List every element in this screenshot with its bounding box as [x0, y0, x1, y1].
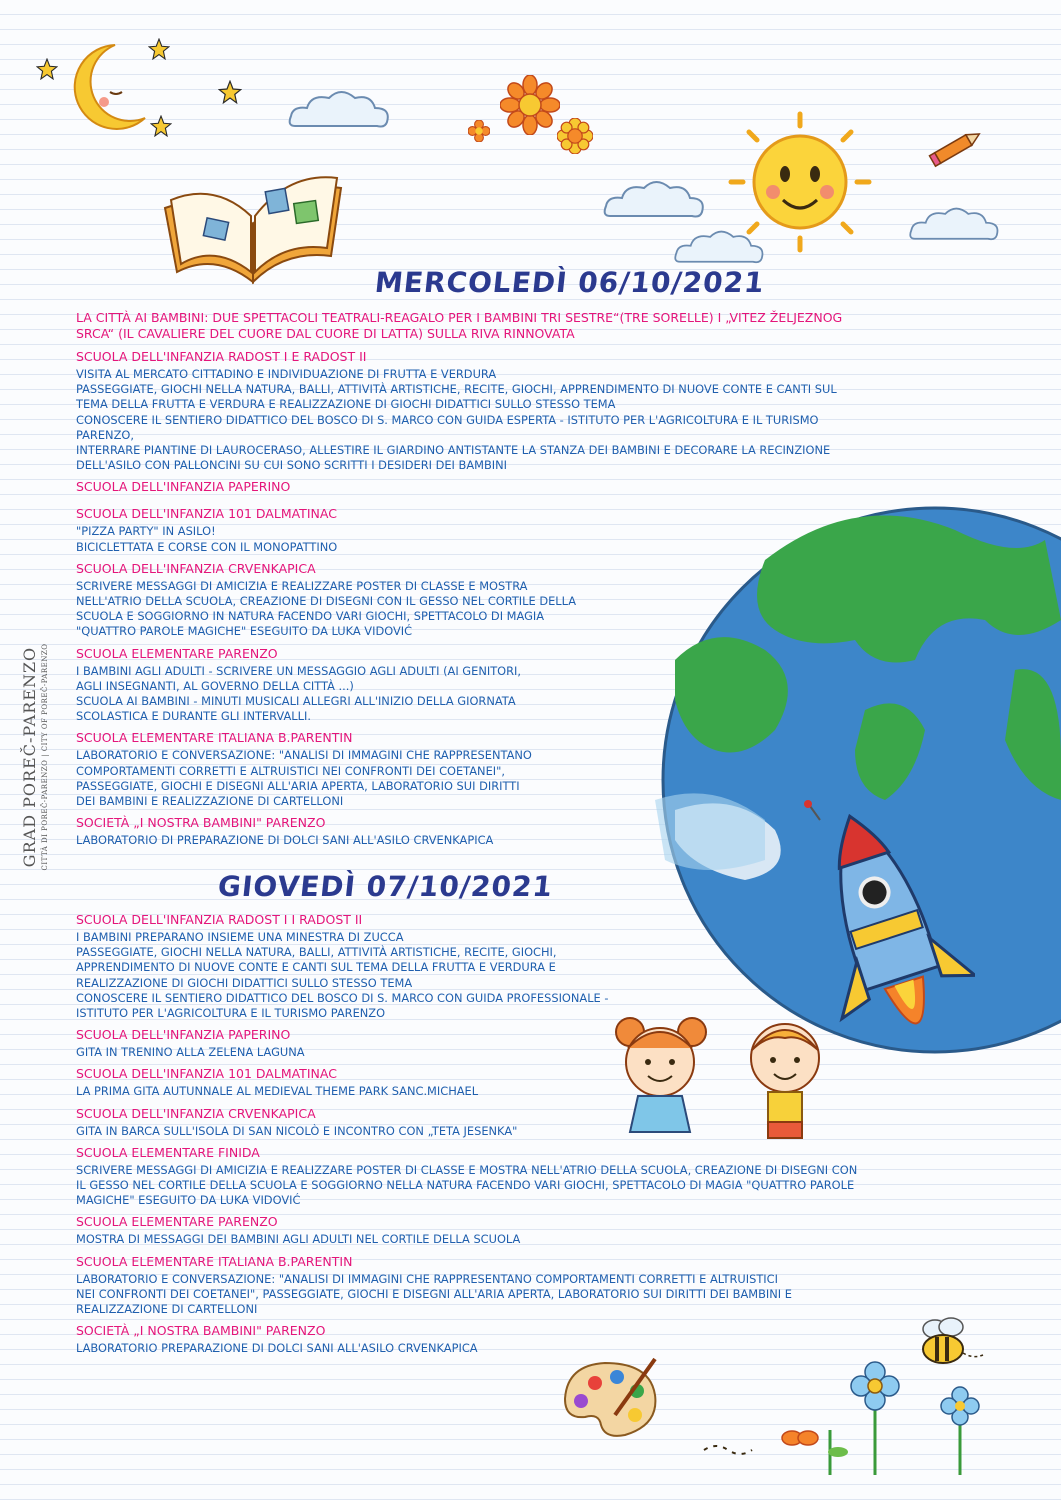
- school-heading: SOCIETÀ „I NOSTRA BAMBINI" PARENZO: [76, 1323, 326, 1339]
- activity-line: I BAMBINI PREPARANO INSIEME UNA MINESTRA DI ZUCCA: [76, 930, 404, 944]
- event-block: [76, 912, 857, 1021]
- activity-line: INTERRARE PIANTINE DI LAUROCERASO, ALLESTIRE IL GIARDINO ANTISTANTE LA STANZA DEI BAMBINI E DECORARE LA RECINZIONE: [76, 443, 831, 458]
- activity-line: BICICLETTATA E CORSE CON IL MONOPATTINO: [76, 539, 338, 554]
- open-book-icon: [155, 150, 350, 290]
- event-block: [76, 479, 842, 494]
- activity-line: PASSEGGIATE, GIOCHI NELLA NATURA, BALLI, ATTIVITÀ ARTISTICHE, RECITE, GIOCHI, APPRENDIMENTO DI NUOVE CONTE E CANTI SUL: [76, 382, 837, 397]
- event-block: [76, 815, 842, 848]
- star-icon: [36, 58, 58, 80]
- event-block: [76, 1214, 857, 1247]
- flower-icon: [500, 75, 560, 135]
- activity-line: CONOSCERE IL SENTIERO DIDATTICO DEL BOSCO DI S. MARCO CON GUIDA PROFESSIONALE -: [76, 990, 609, 1005]
- star-icon: [218, 80, 242, 104]
- activity-line: GITA IN TRENINO ALLA ZELENA LAGUNA: [76, 1045, 305, 1060]
- activity-line: SCRIVERE MESSAGGI DI AMICIZIA E REALIZZARE POSTER DI CLASSE E MOSTRA: [76, 578, 528, 593]
- cloud-icon: [905, 205, 1005, 245]
- activity-line: PARENZO,: [76, 427, 134, 442]
- event-block: [76, 349, 842, 473]
- activity-line: LABORATORIO E CONVERSAZIONE: "ANALISI DI IMMAGINI CHE RAPPRESENTANO: [76, 748, 532, 763]
- school-heading: SCUOLA ELEMENTARE PARENZO: [76, 645, 278, 661]
- school-heading: SCUOLA DELL'INFANZIA CRVENKAPICA: [76, 1105, 316, 1121]
- activity-line: LABORATORIO DI PREPARAZIONE DI DOLCI SANI ALL'ASILO CRVENKAPICA: [76, 833, 494, 848]
- paint-palette-icon: [555, 1355, 665, 1445]
- school-heading: SCUOLA DELL'INFANZIA RADOST I I RADOST II: [76, 912, 363, 927]
- schedule-wednesday: [76, 310, 842, 854]
- flowers-illustration: [700, 1350, 1000, 1480]
- event-block: [76, 646, 842, 725]
- school-heading: SCUOLA DELL'INFANZIA 101 DALMATINAC: [76, 1066, 337, 1082]
- event-block: [76, 1145, 857, 1209]
- activity-line: PASSEGGIATE, GIOCHI NELLA NATURA, BALLI, ATTIVITÀ ARTISTICHE, RECITE, GIOCHI,: [76, 945, 557, 960]
- event-block: [76, 1323, 857, 1356]
- activity-line: AGLI INSEGNANTI, AL GOVERNO DELLA CITTÀ ...): [76, 678, 354, 693]
- cloud-icon: [285, 88, 395, 133]
- event-block: [76, 506, 842, 554]
- day-title-wednesday: MERCOLEDÌ 06/10/2021: [373, 266, 767, 299]
- activity-line: LABORATORIO E CONVERSAZIONE: "ANALISI DI IMMAGINI CHE RAPPRESENTANO COMPORTAMENTI CORRETTI E ALTRUISTICI: [76, 1271, 778, 1286]
- activity-line: SCUOLA E SOGGIORNO IN NATURA FACENDO VARI GIOCHI, SPETTACOLO DI MAGIA: [76, 609, 545, 624]
- activity-line: "PIZZA PARTY" IN ASILO!: [76, 524, 216, 539]
- activity-line: NEI CONFRONTI DEI COETANEI", PASSEGGIATE, GIOCHI E DISEGNI ALL'ARIA APERTA, LABORATORIO SUI DIRITTI DEI BAMBINI E: [76, 1286, 792, 1301]
- star-icon: [148, 38, 170, 60]
- activity-line: GITA IN BARCA SULL'ISOLA DI SAN NICOLÒ E INCONTRO CON „TETA JESENKA": [76, 1123, 518, 1138]
- star-icon: [150, 115, 172, 137]
- activity-line: MAGICHE" ESEGUITO DA LUKA VIDOVIĆ: [76, 1193, 301, 1208]
- activity-line: "QUATTRO PAROLE MAGICHE" ESEGUITO DA LUKA VIDOVIĆ: [76, 624, 413, 639]
- activity-line: APPRENDIMENTO DI NUOVE CONTE E CANTI SUL TEMA DELLA FRUTTA E VERDURA E: [76, 960, 556, 975]
- school-heading: SCUOLA ELEMENTARE ITALIANA B.PARENTIN: [76, 1253, 353, 1269]
- school-heading: SCUOLA DELL'INFANZIA CRVENKAPICA: [76, 560, 316, 576]
- activity-line: SCOLASTICA E DURANTE GLI INTERVALLI.: [76, 709, 311, 724]
- day-title-thursday: GIOVEDÌ 07/10/2021: [216, 870, 555, 903]
- intro-line: SRCA“ (IL CAVALIERE DEL CUORE DAL CUORE DI LATTA) SULLA RIVA RINNOVATA: [76, 325, 575, 341]
- activity-line: DELL'ASILO CON PALLONCINI SU CUI SONO SCRITTI I DESIDERI DEI BAMBINI: [76, 458, 508, 473]
- activity-line: LA PRIMA GITA AUTUNNALE AL MEDIEVAL THEME PARK SANC.MICHAEL: [76, 1084, 479, 1099]
- event-block: [76, 561, 842, 640]
- activity-line: COMPORTAMENTI CORRETTI E ALTRUISTICI NEI CONFRONTI DEI COETANEI",: [76, 763, 505, 778]
- school-heading: SCUOLA DELL'INFANZIA 101 DALMATINAC: [76, 506, 337, 522]
- city-subtitle: CITTÀ DI POREČ-PARENZO | CITY OF POREČ-PARENZO: [41, 643, 49, 871]
- school-heading: SCUOLA DELL'INFANZIA PAPERINO: [76, 479, 291, 495]
- activity-line: REALIZZAZIONE DI CARTELLONI: [76, 1302, 258, 1317]
- flower-icon: [468, 120, 490, 142]
- activity-line: NELL'ATRIO DELLA SCUOLA, CREAZIONE DI DISEGNI CON IL GESSO NEL CORTILE DELLA: [76, 594, 577, 609]
- activity-line: PASSEGGIATE, GIOCHI E DISEGNI ALL'ARIA APERTA, LABORATORIO SUI DIRITTI: [76, 778, 520, 793]
- intro-line: LA CITTÀ AI BAMBINI: DUE SPETTACOLI TEATRALI-REAGALO PER I BAMBINI TRI SESTRE“(TRE SORELLE) I „VITEZ ŽELJEZNOG: [76, 310, 843, 325]
- activity-line: LABORATORIO PREPARAZIONE DI DOLCI SANI ALL'ASILO CRVENKAPICA: [76, 1341, 478, 1356]
- activity-line: REALIZZAZIONE DI GIOCHI DIDATTICI SULLO STESSO TEMA: [76, 975, 413, 990]
- school-heading: SCUOLA ELEMENTARE FINIDA: [76, 1144, 260, 1160]
- school-heading: SCUOLA DELL'INFANZIA PAPERINO: [76, 1027, 291, 1043]
- activity-line: IL GESSO NEL CORTILE DELLA SCUOLA E SOGGIORNO NELLA NATURA FACENDO VARI GIOCHI, SPETTACOLO DI MAGIA "QUATTRO PAROLE: [76, 1178, 855, 1193]
- event-block: [76, 730, 842, 809]
- event-block: [76, 1106, 857, 1139]
- activity-line: VISITA AL MERCATO CITTADINO E INDIVIDUAZIONE DI FRUTTA E VERDURA: [76, 367, 497, 381]
- schedule-thursday: [76, 912, 857, 1362]
- activity-line: TEMA DELLA FRUTTA E VERDURA E REALIZZAZIONE DI GIOCHI DIDATTICI SULLO STESSO TEMA: [76, 397, 616, 412]
- school-heading: SCUOLA DELL'INFANZIA RADOST I E RADOST II: [76, 349, 367, 364]
- activity-line: CONOSCERE IL SENTIERO DIDATTICO DEL BOSCO DI S. MARCO CON GUIDA ESPERTA - ISTITUTO PER L'AGRICOLTURA E IL TURISMO: [76, 412, 819, 427]
- activity-line: DEI BAMBINI E REALIZZAZIONE DI CARTELLONI: [76, 794, 344, 809]
- flower-icon: [557, 118, 593, 154]
- city-name: GRAD POREČ-PARENZO: [20, 646, 39, 868]
- event-block: [76, 1254, 857, 1318]
- moon-icon: [60, 40, 150, 135]
- event-block: [76, 1027, 857, 1060]
- school-heading: SOCIETÀ „I NOSTRA BAMBINI" PARENZO: [76, 815, 326, 831]
- city-event-intro: [76, 310, 842, 341]
- pencil-icon: [925, 128, 985, 168]
- cloud-icon: [600, 178, 710, 223]
- city-side-label: [20, 577, 60, 937]
- activity-line: MOSTRA DI MESSAGGI DEI BAMBINI AGLI ADULTI NEL CORTILE DELLA SCUOLA: [76, 1232, 521, 1247]
- event-block: [76, 1066, 857, 1099]
- school-heading: SCUOLA ELEMENTARE ITALIANA B.PARENTIN: [76, 730, 353, 746]
- activity-line: SCRIVERE MESSAGGI DI AMICIZIA E REALIZZARE POSTER DI CLASSE E MOSTRA NELL'ATRIO DELLA SCUOLA, CREAZIONE DI DISEGNI CON: [76, 1162, 858, 1177]
- school-heading: SCUOLA ELEMENTARE PARENZO: [76, 1214, 278, 1230]
- activity-line: I BAMBINI AGLI ADULTI - SCRIVERE UN MESSAGGIO AGLI ADULTI (AI GENITORI,: [76, 663, 522, 678]
- sun-icon: [725, 110, 875, 255]
- activity-line: ISTITUTO PER L'AGRICOLTURA E IL TURISMO PARENZO: [76, 1006, 386, 1021]
- activity-line: SCUOLA AI BAMBINI - MINUTI MUSICALI ALLEGRI ALL'INIZIO DELLA GIORNATA: [76, 694, 516, 709]
